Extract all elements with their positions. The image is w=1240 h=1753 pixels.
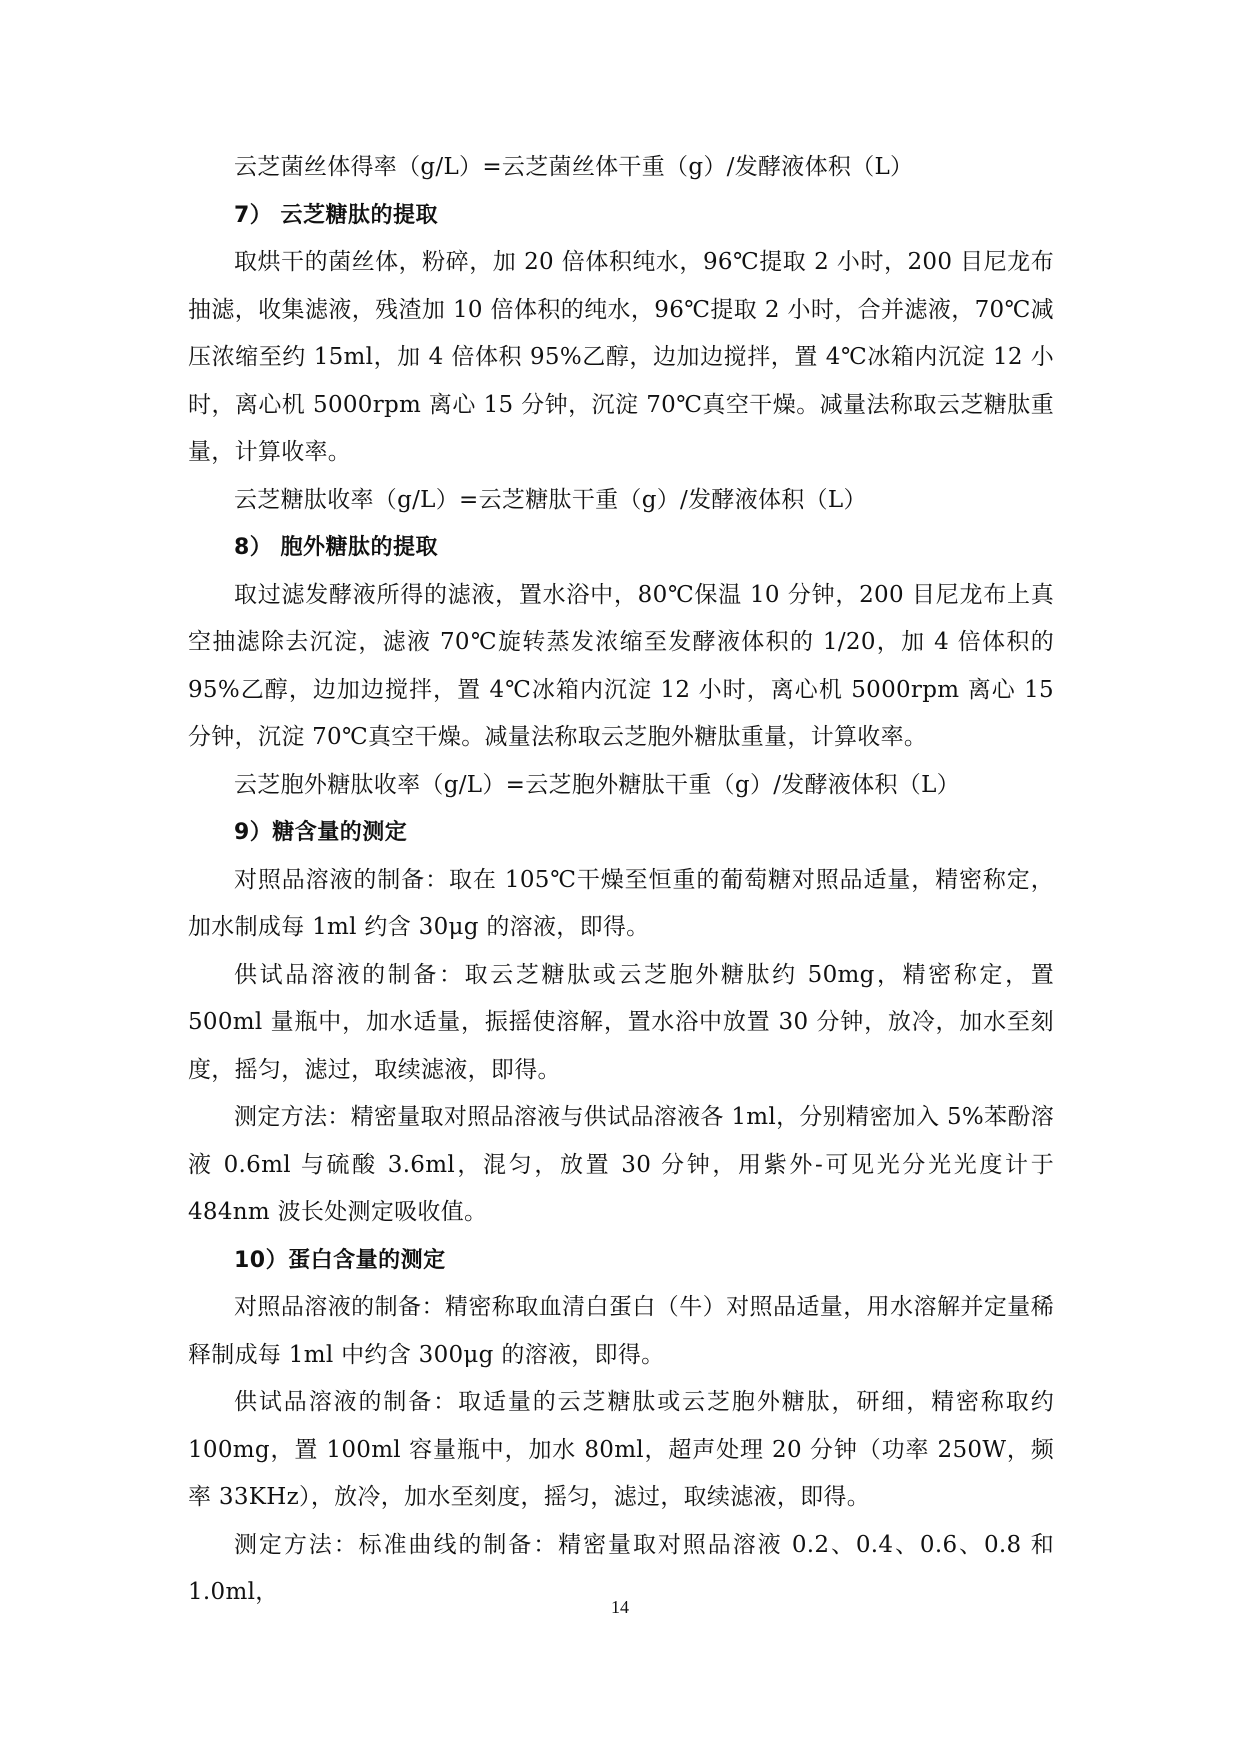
paragraph-7-extraction: 取烘干的菌丝体，粉碎，加 20 倍体积纯水，96℃提取 2 小时，200 目尼龙布抽滤，收集滤液，残渣加 10 倍体积的纯水，96℃提取 2 小时，合并滤液，70℃减压浓缩至约 15ml，加 4 倍体积 95%乙醇，边加边搅拌，置 4℃冰箱内沉淀 12 小时，离心机 5000rpm 离心 15 分钟，沉淀 70℃真空干燥。减量法称取云芝糖肽重量，计算收率。 [188,249,1054,465]
paragraph-10-method: 测定方法：标准曲线的制备：精密量取对照品溶液 0.2、0.4、0.6、0.8 和 1.0ml， [188,1531,1054,1605]
formula-glycopeptide-yield: 云芝糖肽收率（g/L）=云芝糖肽干重（g）/发酵液体积（L） [234,486,867,513]
paragraph-10-reference: 对照品溶液的制备：精密称取血清白蛋白（牛）对照品适量，用水溶解并定量稀释制成每 1ml 中约含 300μg 的溶液，即得。 [188,1294,1054,1368]
heading-10: 10）蛋白含量的测定 [234,1247,446,1273]
paragraph-10-sample: 供试品溶液的制备：取适量的云芝糖肽或云芝胞外糖肽，研细，精密称取约 100mg，置 100ml 容量瓶中，加水 80ml，超声处理 20 分钟（功率 250W，频率 33KHz），放冷，加水至刻度，摇匀，滤过，取续滤液，即得。 [188,1389,1054,1510]
paragraph-8-extraction: 取过滤发酵液所得的滤液，置水浴中，80℃保温 10 分钟，200 目尼龙布上真空抽滤除去沉淀，滤液 70℃旋转蒸发浓缩至发酵液体积的 1/20，加 4 倍体积的 95%乙醇，边加边搅拌，置 4℃冰箱内沉淀 12 小时，离心机 5000rpm 离心 15 分钟，沉淀 70℃真空干燥。减量法称取云芝胞外糖肽重量，计算收率。 [188,581,1054,750]
paragraph-9-reference: 对照品溶液的制备：取在 105℃干燥至恒重的葡萄糖对照品适量，精密称定，加水制成每 1ml 约含 30μg 的溶液，即得。 [188,866,1054,940]
formula-extracellular-yield: 云芝胞外糖肽收率（g/L）=云芝胞外糖肽干重（g）/发酵液体积（L） [234,771,960,798]
paragraph-9-method: 测定方法：精密量取对照品溶液与供试品溶液各 1ml，分别精密加入 5%苯酚溶液 0.6ml 与硫酸 3.6ml，混匀，放置 30 分钟，用紫外-可见光分光光度计于 484nm 波长处测定吸收值。 [188,1104,1054,1225]
formula-mycelium-yield: 云芝菌丝体得率（g/L）=云芝菌丝体干重（g）/发酵液体积（L） [234,154,914,180]
page-number: 14 [611,1597,629,1617]
heading-9: 9）糖含量的测定 [234,820,408,845]
page-content [188,144,1054,1617]
heading-8: 8） 胞外糖肽的提取 [234,535,438,560]
heading-7: 7） 云芝糖肽的提取 [234,202,438,228]
paragraph-9-sample: 供试品溶液的制备：取云芝糖肽或云芝胞外糖肽约 50mg，精密称定，置 500ml 量瓶中，加水适量，振摇使溶解，置水浴中放置 30 分钟，放冷，加水至刻度，摇匀，滤过，取续滤液，即得。 [188,961,1054,1083]
